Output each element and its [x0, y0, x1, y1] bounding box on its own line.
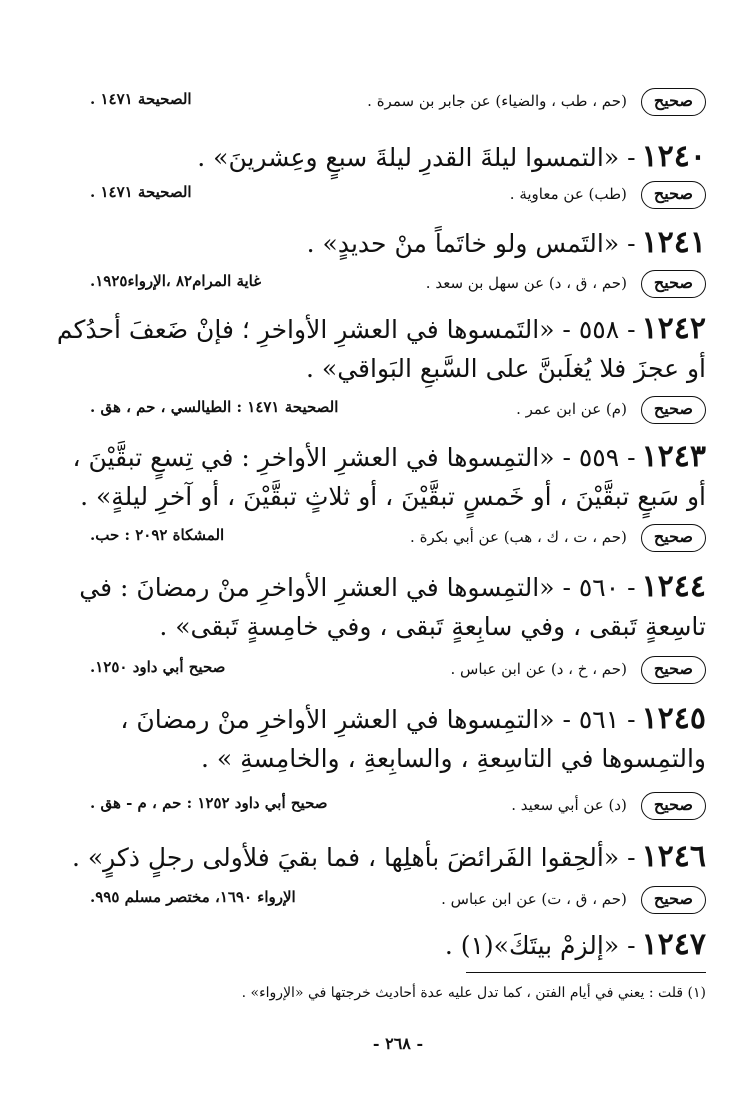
hadith-number: ١٢٤٢	[641, 311, 706, 346]
hadith-number: ١٢٤٦	[641, 839, 706, 874]
grade-badge: صحيح	[641, 396, 706, 424]
hadith-line	[71, 839, 706, 875]
hadith-line	[56, 311, 706, 347]
source-text: (حم ، طب ، والضياء) عن جابر بن سمرة .	[367, 92, 627, 110]
hadith-line	[90, 742, 706, 776]
hadith-line	[90, 352, 706, 386]
source-line	[90, 396, 706, 424]
source-text: (حم ، خ ، د) عن ابن عباس .	[450, 660, 627, 678]
grade-badge: صحيح	[641, 270, 706, 298]
grade-badge: صحيح	[641, 88, 706, 116]
reference-text: الصحيحة ١٤٧١ : الطيالسي ، حم ، هق .	[90, 398, 339, 416]
source-text: (طب) عن معاوية .	[509, 185, 627, 203]
source-line	[90, 270, 706, 298]
hadith-line	[79, 569, 706, 605]
source-line	[90, 181, 706, 209]
source-line	[90, 886, 706, 914]
hadith-line	[72, 439, 706, 475]
source-text: (د) عن أبي سعيد .	[511, 796, 627, 814]
hadith-line	[90, 226, 706, 261]
source-line	[90, 524, 706, 552]
hadith-number: ١٢٤٠	[641, 139, 706, 174]
source-text: (م) عن ابن عمر .	[516, 400, 627, 418]
hadith-line	[90, 610, 706, 644]
grade-badge: صحيح	[641, 886, 706, 914]
reference-text: الصحيحة ١٤٧١ .	[90, 90, 192, 108]
reference-text: صحيح أبي داود ١٢٥٢ : حم ، م - هق .	[90, 794, 328, 812]
footnote: (١) قلت : يعني في أيام الفتن ، كما تدل عليه عدة أحاديث خرجتها في «الإرواء» .	[241, 985, 706, 1001]
reference-text: صحيح أبي داود ١٢٥٠.	[90, 658, 226, 676]
hadith-text: - «إلزمْ بيتَكَ»(١) .	[444, 931, 636, 960]
document-page	[56, 78, 706, 1068]
source-text: (حم ، ت ، ك ، هب) عن أبي بكرة .	[410, 528, 627, 546]
source-line	[90, 656, 706, 684]
hadith-line	[90, 140, 706, 175]
hadith-line	[90, 928, 706, 963]
source-text: (حم ، ق ، د) عن سهل بن سعد .	[425, 274, 627, 292]
hadith-line	[90, 702, 706, 737]
reference-text: الإرواء ١٦٩٠، مختصر مسلم ٩٩٥.	[90, 888, 296, 906]
reference-text: الصحيحة ١٤٧١ .	[90, 183, 192, 201]
hadith-text: - ٥٦٠ - «التمِسوها في العشرِ الأواخرِ منْ رمضانَ : في	[79, 573, 636, 602]
grade-badge: صحيح	[641, 524, 706, 552]
hadith-number: ١٢٤٣	[641, 439, 706, 474]
page-number: - ٢٦٨ -	[372, 1034, 424, 1053]
grade-badge: صحيح	[641, 792, 706, 820]
hadith-text: - «التمسوا ليلةَ القدرِ ليلةَ سبعٍ وعِشرينَ» .	[197, 143, 636, 172]
footnote-divider	[466, 972, 706, 973]
hadith-text: والتمِسوها في التاسِعةِ ، والسابِعةِ ، والخامِسةِ » .	[201, 744, 706, 773]
hadith-text: - «التَمس ولو خاتَماً منْ حديدٍ» .	[306, 229, 636, 258]
hadith-text: - ٥٦١ - «التمِسوها في العشرِ الأواخرِ منْ رمضانَ ،	[120, 705, 636, 734]
hadith-number: ١٢٤٥	[641, 701, 706, 736]
hadith-text: - «ألحِقوا الفَرائضَ بأهلِها ، فما بقيَ فلأولى رجلٍ ذكرٍ» .	[71, 843, 636, 872]
reference-text: غاية المرام٨٢ ،الإرواء١٩٢٥.	[90, 272, 262, 290]
grade-badge: صحيح	[641, 181, 706, 209]
grade-badge: صحيح	[641, 656, 706, 684]
hadith-text: تاسِعةٍ تَبقى ، وفي سابِعةٍ تَبقى ، وفي خامِسةٍ تَبقى» .	[159, 612, 706, 641]
hadith-number: ١٢٤١	[641, 225, 706, 260]
hadith-text: أو سَبعٍ تبقَّيْنَ ، أو خَمسٍ تبقَّيْنَ ، أو ثلاثٍ تبقَّيْنَ ، أو آخرِ ليلةٍ» .	[80, 482, 706, 511]
hadith-number: ١٢٤٧	[641, 927, 706, 962]
source-line	[90, 88, 706, 116]
hadith-line	[80, 480, 706, 514]
reference-text: المشكاة ٢٠٩٢ : حب.	[90, 526, 225, 544]
hadith-number: ١٢٤٤	[641, 569, 706, 604]
hadith-text: - ٥٥٨ - «التَمسوها في العشرِ الأواخرِ ؛ فإنْ ضَعفَ أحدُكم	[56, 315, 636, 344]
hadith-text: أو عجزَ فلا يُغلَبنَّ على السَّبعِ البَواقي» .	[306, 354, 706, 383]
source-line	[90, 792, 706, 820]
hadith-text: - ٥٥٩ - «التمِسوها في العشرِ الأواخرِ : في تِسعٍ تبقَّيْنَ ،	[72, 443, 636, 472]
source-text: (حم ، ق ، ت) عن ابن عباس .	[441, 890, 627, 908]
